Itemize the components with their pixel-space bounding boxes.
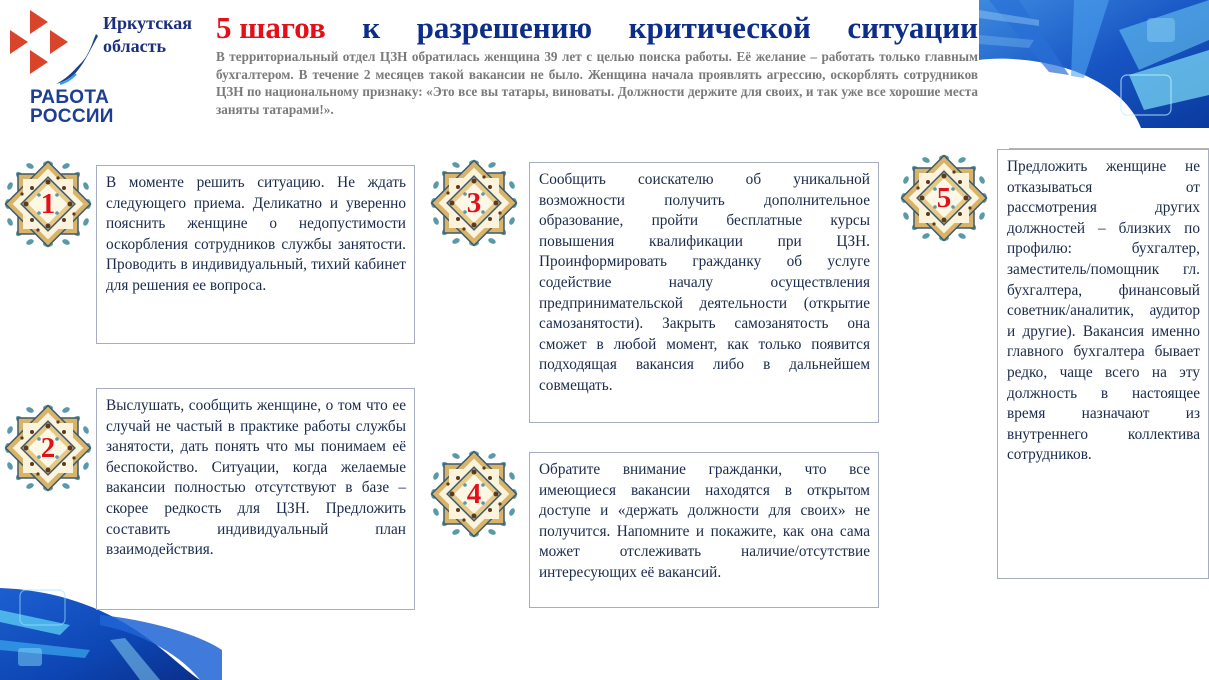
region-name (103, 12, 192, 58)
step-5-badge (898, 152, 990, 244)
step-2-badge (2, 402, 94, 494)
brand-name (30, 88, 114, 126)
region-line-2: область (103, 36, 166, 56)
decorative-corner-top-right (979, 0, 1209, 130)
title-word: к (362, 10, 381, 45)
page-title (216, 10, 978, 46)
step-number: 5 (936, 181, 952, 214)
step-3-badge (428, 157, 520, 249)
region-line-1: Иркутская (103, 13, 193, 33)
step-4-badge (428, 448, 520, 540)
step-number: 3 (466, 186, 482, 219)
step-number: 2 (40, 431, 56, 464)
title-highlight: 5 шагов (216, 10, 326, 45)
step-3-card: Сообщить соискателю об уникальной возможности получить дополнительное образование, пройти бесплатные курсы повышения квалификации при ЦЗН. Проинформировать гражданку об услуге содействие началу осуществления предпринимательской деятельности (открытие самозанятости). Закрыть самозанятость она сможет в любой момент, как только появится подходящая вакансия либо в дальнейшем совмещать. (529, 162, 879, 423)
title-word: ситуации (847, 10, 978, 45)
step-2-card: Выслушать, сообщить женщине, о том что ее случай не частый в практике работы службы занятости, дать понять что мы понимаем её беспокойство. Ситуации, когда желаемые вакансии полностью отсутствуют в базе – скорее редкость для ЦЗН. Предложить составить индивидуальный план взаимодействия. (96, 388, 415, 610)
step-number: 1 (40, 187, 56, 220)
arrows-logo-icon (8, 8, 103, 93)
logo (8, 8, 218, 128)
brand-line-2: РОССИИ (30, 106, 114, 127)
step-1-card: В моменте решить ситуацию. Не ждать следующего приема. Деликатно и уверенно пояснить женщине о недопустимости оскорбления сотрудников службы занятости. Проводить в индивидуальный, тихий кабинет для решения ее вопроса. (96, 165, 415, 344)
step-4-card: Обратите внимание гражданки, что все имеющиеся вакансии находятся в открытом доступе и «держать должности для своих» не получится. Напомните и покажите, как она сама может отслеживать наличие/отсутствие интересующих её вакансий. (529, 452, 879, 608)
step-1-badge (2, 158, 94, 250)
brand-line-1: РАБОТА (30, 87, 110, 108)
step-number: 4 (466, 477, 482, 510)
title-word: критической (628, 10, 811, 45)
title-word: разрешению (416, 10, 593, 45)
step-5-card: Предложить женщине не отказываться от рассмотрения других должностей – близких по профилю: бухгалтер, заместитель/помощник гл. бухгалтера, финансовый советник/аналитик, аудитор и другие). Вакансия именно главного бухгалтера бывает редко, чаще всего на эту должность в настоящее время назначают из внутреннего коллектива сотрудников. (997, 149, 1209, 579)
intro-text: В территориальный отдел ЦЗН обратилась женщина 39 лет с целью поиска работы. Её желание – работать только главным бухгалтером. В течение 2 месяцев такой вакансии не было. Женщина начала проявлять агрессию, оскорблять сотрудников ЦЗН по национальному признаку: «Это все вы татары, виноваты. Должности держите для своих, и так уже все хорошие места заняты татарами!». (216, 49, 978, 117)
